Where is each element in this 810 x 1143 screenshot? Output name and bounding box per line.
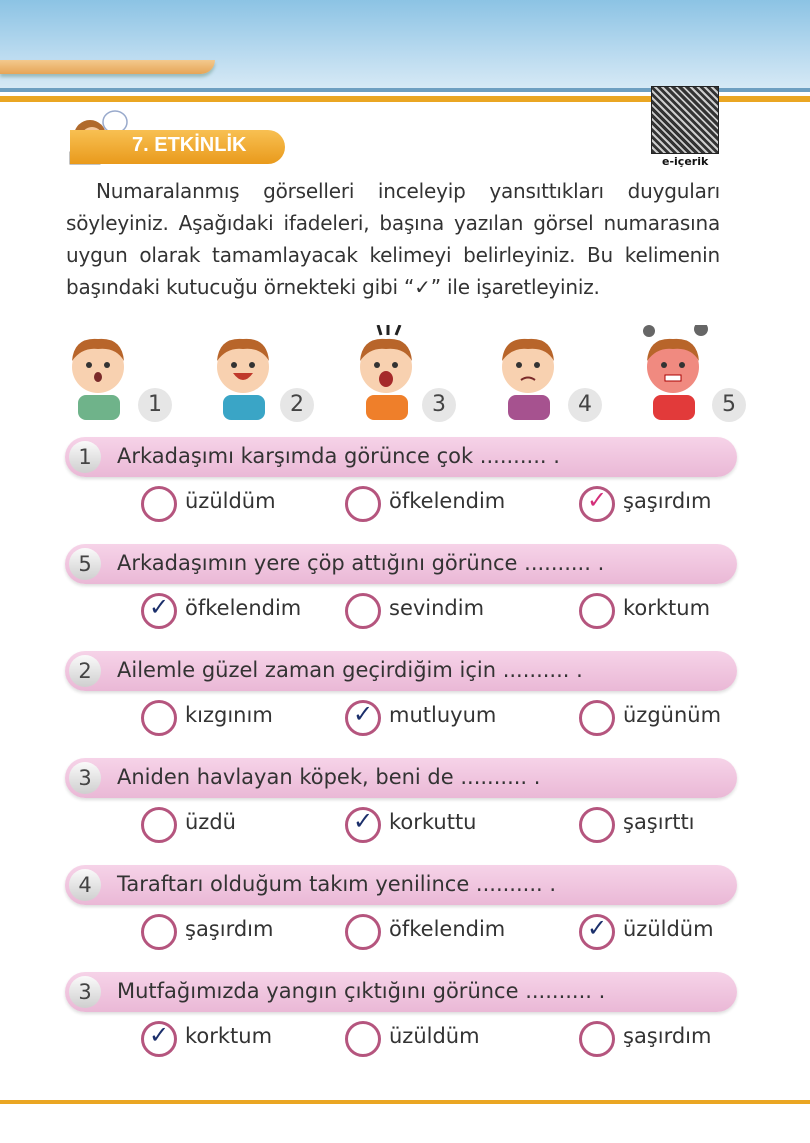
option-label: korktum bbox=[185, 1024, 273, 1048]
checkbox[interactable] bbox=[579, 807, 615, 843]
option-label: üzgünüm bbox=[623, 703, 722, 727]
checkbox[interactable] bbox=[579, 593, 615, 629]
question-text: Ailemle güzel zaman geçirdiğim için .......... . bbox=[117, 658, 583, 682]
question-bar bbox=[65, 865, 737, 905]
option-label: şaşırdım bbox=[623, 489, 712, 513]
kid-emotion-4-icon bbox=[490, 325, 570, 420]
option-label: sevindim bbox=[389, 596, 485, 620]
question-image-number: 4 bbox=[69, 869, 101, 901]
checkmark-icon: ✓ bbox=[149, 593, 170, 621]
activity-title: 7. ETKİNLİK bbox=[132, 134, 247, 156]
checkmark-icon: ✓ bbox=[587, 914, 608, 942]
checkbox[interactable] bbox=[141, 807, 177, 843]
checkbox[interactable] bbox=[141, 914, 177, 950]
checkbox[interactable] bbox=[345, 1021, 381, 1057]
qr-label: e-içerik bbox=[662, 155, 709, 168]
question-image-number: 3 bbox=[69, 762, 101, 794]
page-header-band bbox=[0, 0, 810, 88]
option-label: korktum bbox=[623, 596, 711, 620]
checkmark-icon: ✓ bbox=[587, 486, 608, 514]
question-bar bbox=[65, 758, 737, 798]
option-label: mutluyum bbox=[389, 703, 497, 727]
checkmark-icon: ✓ bbox=[353, 807, 374, 835]
checkbox[interactable] bbox=[345, 486, 381, 522]
checkmark-icon: ✓ bbox=[149, 1021, 170, 1049]
question-text: Mutfağımızda yangın çıktığını görünce .......... . bbox=[117, 979, 606, 1003]
question-image-number: 5 bbox=[69, 548, 101, 580]
question-text: Taraftarı olduğum takım yenilince .......... . bbox=[117, 872, 557, 896]
image-number: 5 bbox=[712, 388, 746, 422]
option-label: şaşırdım bbox=[623, 1024, 712, 1048]
question-text: Aniden havlayan köpek, beni de .......... . bbox=[117, 765, 541, 789]
question-bar bbox=[65, 437, 737, 477]
option-label: öfkelendim bbox=[389, 917, 506, 941]
option-label: üzüldüm bbox=[623, 917, 714, 941]
image-number: 4 bbox=[568, 388, 602, 422]
option-label: korkuttu bbox=[389, 810, 477, 834]
option-label: şaşırdım bbox=[185, 917, 274, 941]
image-number: 3 bbox=[422, 388, 456, 422]
question-image-number: 1 bbox=[69, 441, 101, 473]
kid-emotion-1-icon bbox=[60, 325, 140, 420]
checkbox[interactable] bbox=[345, 914, 381, 950]
checkbox[interactable] bbox=[141, 700, 177, 736]
header-tab-decoration bbox=[0, 60, 215, 74]
option-label: üzdü bbox=[185, 810, 236, 834]
question-bar bbox=[65, 651, 737, 691]
checkmark-icon: ✓ bbox=[353, 700, 374, 728]
question-image-number: 3 bbox=[69, 976, 101, 1008]
checkbox[interactable] bbox=[579, 700, 615, 736]
footer-line bbox=[0, 1100, 810, 1104]
kid-emotion-5-icon bbox=[635, 325, 715, 420]
question-bar bbox=[65, 972, 737, 1012]
image-number: 2 bbox=[280, 388, 314, 422]
kid-emotion-2-icon bbox=[205, 325, 285, 420]
question-bar bbox=[65, 544, 737, 584]
image-number: 1 bbox=[138, 388, 172, 422]
option-label: öfkelendim bbox=[185, 596, 302, 620]
checkbox[interactable] bbox=[345, 593, 381, 629]
option-label: öfkelendim bbox=[389, 489, 506, 513]
question-text: Arkadaşımın yere çöp attığını görünce .......... . bbox=[117, 551, 605, 575]
kid-emotion-3-icon bbox=[348, 325, 428, 420]
checkbox[interactable] bbox=[141, 486, 177, 522]
checkbox[interactable] bbox=[579, 1021, 615, 1057]
option-label: üzüldüm bbox=[389, 1024, 480, 1048]
option-label: kızgınım bbox=[185, 703, 273, 727]
question-text: Arkadaşımı karşımda görünce çok .......... . bbox=[117, 444, 560, 468]
question-image-number: 2 bbox=[69, 655, 101, 687]
qr-code-icon[interactable] bbox=[651, 86, 719, 154]
option-label: üzüldüm bbox=[185, 489, 276, 513]
instructions-text: Numaralanmış görselleri inceleyip yansıttıkları duyguları söyleyiniz. Aşağıdaki ifadeleri, başına yazılan görsel numarasına uygun olarak tamamlayacak kelimeyi belirleyiniz. Bu kelimenin başındaki kutucuğu örnekteki gibi “✓” ile işaretleyiniz. bbox=[66, 179, 720, 299]
option-label: şaşırttı bbox=[623, 810, 695, 834]
